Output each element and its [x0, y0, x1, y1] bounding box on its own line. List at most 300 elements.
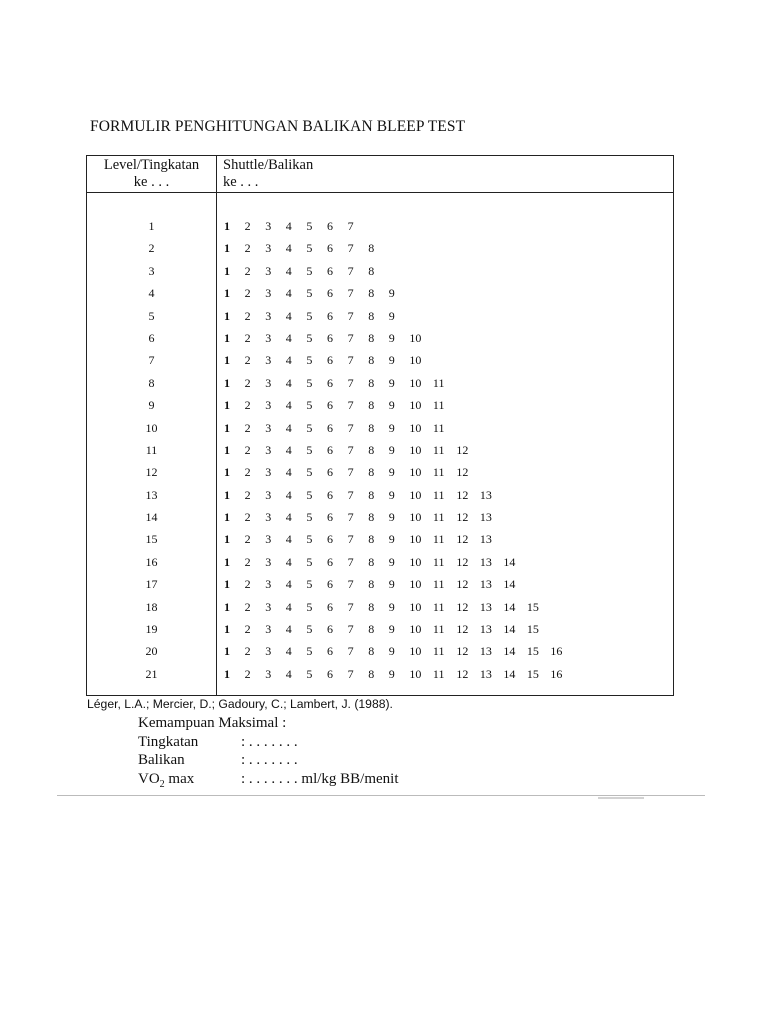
shuttle-number: 6: [327, 330, 333, 345]
shuttle-number: 7: [347, 241, 354, 256]
table-row: [87, 349, 673, 371]
level-number: 17: [145, 577, 158, 592]
balikan-line: [138, 751, 298, 770]
shuttle-number: 1: [224, 487, 230, 502]
shuttle-number: 15: [526, 622, 539, 637]
shuttle-number: 5: [306, 487, 313, 502]
shuttle-number: 16: [550, 644, 563, 659]
shuttle-number: 6: [327, 532, 333, 547]
shuttle-number: 6: [327, 398, 333, 413]
max-ability-heading-line: [138, 714, 286, 733]
shuttle-number: 3: [265, 599, 272, 614]
shuttle-number: 2: [244, 353, 251, 368]
shuttle-number: 9: [388, 353, 395, 368]
shuttle-number: 5: [306, 308, 313, 323]
shuttle-number: 7: [347, 420, 354, 435]
shuttle-number: 3: [265, 219, 272, 233]
shuttle-number: 1: [224, 622, 230, 637]
shuttle-number: 1: [224, 330, 230, 345]
shuttle-number: 10: [409, 420, 422, 435]
shuttle-number: 5: [306, 577, 313, 592]
shuttle-number: 1: [224, 241, 230, 256]
shuttle-number: 3: [265, 465, 272, 480]
shuttle-number: 3: [265, 644, 272, 659]
shuttle-number: 12: [456, 622, 469, 637]
shuttle-number: 7: [347, 353, 354, 368]
shuttle-number: 6: [327, 375, 333, 390]
shuttle-number: 2: [244, 330, 251, 345]
shuttle-number: 6: [327, 644, 333, 659]
shuttle-number: 5: [306, 420, 313, 435]
shuttle-number: 9: [388, 510, 395, 525]
form-title: FORMULIR PENGHITUNGAN BALIKAN BLEEP TEST: [90, 118, 466, 135]
tingkatan-line: [138, 733, 298, 752]
shuttle-number: 5: [306, 666, 313, 681]
shuttle-number: 9: [388, 286, 395, 301]
table-row: [87, 528, 673, 550]
table-row: [87, 573, 673, 595]
shuttle-number: 16: [550, 666, 563, 681]
shuttle-number: 8: [368, 465, 375, 480]
shuttle-number: 3: [265, 263, 272, 278]
level-number: 9: [148, 398, 155, 413]
shuttle-number: 4: [285, 442, 292, 457]
shuttle-number: 6: [327, 286, 333, 301]
shuttle-number: 7: [347, 286, 354, 301]
shuttle-number: 1: [224, 599, 230, 614]
shuttle-number: 5: [306, 532, 313, 547]
shuttle-number: 2: [244, 286, 251, 301]
shuttle-number: 5: [306, 286, 313, 301]
shuttle-number: 3: [265, 442, 272, 457]
vo2max-label: [138, 770, 194, 795]
shuttle-number: 9: [388, 308, 395, 323]
shuttle-number: 6: [327, 219, 333, 233]
shuttle-number: 9: [388, 532, 395, 547]
shuttle-number: 10: [409, 532, 422, 547]
shuttle-number: 4: [285, 577, 292, 592]
level-number: 21: [145, 666, 158, 681]
shuttle-number: 11: [432, 577, 445, 592]
shuttle-number: 8: [368, 398, 375, 413]
shuttle-number: 9: [388, 577, 395, 592]
shuttle-number: 13: [479, 577, 492, 592]
shuttle-number: 2: [244, 241, 251, 256]
shuttle-number: 1: [224, 442, 230, 457]
shuttle-number: 7: [347, 442, 354, 457]
shuttle-number: 2: [244, 510, 251, 525]
shuttle-number: 9: [388, 487, 395, 502]
shuttle-number: 7: [347, 644, 354, 659]
shuttle-number: 8: [368, 375, 375, 390]
shuttle-number: 1: [224, 465, 230, 480]
shuttle-number: 2: [244, 398, 251, 413]
shuttle-number: 1: [224, 532, 230, 547]
shuttle-number: 14: [503, 554, 516, 569]
shuttle-number: 11: [432, 532, 445, 547]
level-number: 3: [148, 263, 155, 278]
level-number: 7: [148, 353, 155, 368]
level-number: 8: [148, 375, 155, 390]
level-number: 6: [148, 330, 155, 345]
page-divider-mark: [598, 797, 644, 799]
shuttle-number: 2: [244, 554, 251, 569]
shuttle-number: 5: [306, 644, 313, 659]
shuttle-number: 9: [388, 599, 395, 614]
shuttle-number: 3: [265, 622, 272, 637]
max-ability-section: [138, 714, 399, 790]
shuttle-number: 1: [224, 577, 230, 592]
shuttle-number: 8: [368, 510, 375, 525]
shuttle-number: 7: [347, 532, 354, 547]
shuttle-number: 9: [388, 465, 395, 480]
shuttle-number: 5: [306, 241, 313, 256]
shuttle-number: 4: [285, 487, 292, 502]
shuttle-number: 1: [224, 263, 230, 278]
shuttle-number: 1: [224, 308, 230, 323]
vo2max-line: [138, 770, 399, 790]
shuttle-number: 10: [409, 398, 422, 413]
shuttle-number: 6: [327, 442, 333, 457]
shuttle-number: 11: [432, 599, 445, 614]
shuttle-number: 9: [388, 644, 395, 659]
shuttle-number: 9: [388, 420, 395, 435]
shuttle-number: 8: [368, 263, 375, 278]
shuttle-number: 10: [409, 644, 422, 659]
shuttle-number: 8: [368, 487, 375, 502]
shuttle-number: 11: [432, 442, 445, 457]
tingkatan-label: Tingkatan: [138, 733, 199, 750]
shuttle-number: 11: [432, 465, 445, 480]
shuttle-number: 5: [306, 219, 313, 233]
level-number: 12: [145, 465, 158, 480]
shuttle-number: 8: [368, 308, 375, 323]
shuttle-number: 10: [409, 577, 422, 592]
shuttle-number: 4: [285, 666, 292, 681]
shuttle-number: 11: [432, 375, 445, 390]
vo2max-blank: : . . . . . . . ml/kg BB/menit: [241, 770, 399, 787]
shuttle-number: 5: [306, 510, 313, 525]
shuttle-number: 4: [285, 308, 292, 323]
level-column-header: [87, 157, 216, 191]
balikan-blank: : . . . . . . .: [241, 752, 298, 768]
shuttle-number: 2: [244, 442, 251, 457]
balikan-label: Balikan: [138, 752, 185, 768]
shuttle-number: 10: [409, 442, 422, 457]
table-row: [87, 551, 673, 573]
shuttle-number: 14: [503, 599, 516, 614]
shuttle-number: 8: [368, 330, 375, 345]
shuttle-number: 1: [224, 398, 230, 413]
shuttle-number: 1: [224, 353, 230, 368]
shuttle-number: 13: [479, 666, 492, 681]
level-number: 15: [145, 532, 158, 547]
shuttle-number: 7: [347, 554, 354, 569]
shuttle-number: 9: [388, 666, 395, 681]
table-row: [87, 237, 673, 259]
shuttle-number: 7: [347, 487, 354, 502]
shuttle-number: 3: [265, 577, 272, 592]
shuttle-number: 9: [388, 622, 395, 637]
shuttle-number: 7: [347, 599, 354, 614]
shuttle-number: 10: [409, 353, 422, 368]
shuttle-number: 4: [285, 398, 292, 413]
shuttle-number: 10: [409, 465, 422, 480]
shuttle-number: 6: [327, 353, 333, 368]
shuttle-number: 6: [327, 554, 333, 569]
shuttle-number: 8: [368, 241, 375, 256]
shuttle-number: 12: [456, 577, 469, 592]
shuttle-number: 5: [306, 465, 313, 480]
shuttle-number: 7: [347, 622, 354, 637]
shuttle-number: 6: [327, 577, 333, 592]
shuttle-number: 5: [306, 554, 313, 569]
shuttle-number: 3: [265, 554, 272, 569]
vo2-subscript: 2: [159, 778, 165, 790]
shuttle-number: 1: [224, 554, 230, 569]
shuttle-number: 7: [347, 375, 354, 390]
shuttle-number: 2: [244, 219, 251, 233]
shuttle-number: 12: [456, 599, 469, 614]
shuttle-header-line-2: ke . . .: [223, 174, 259, 190]
shuttle-number: 8: [368, 286, 375, 301]
table-row: [87, 484, 673, 506]
level-number: 11: [145, 442, 158, 457]
shuttle-number: 9: [388, 375, 395, 390]
shuttle-number: 3: [265, 353, 272, 368]
shuttle-number: 2: [244, 465, 251, 480]
shuttle-number: 6: [327, 308, 333, 323]
shuttle-number: 4: [285, 622, 292, 637]
shuttle-number: 3: [265, 398, 272, 413]
shuttle-number: 3: [265, 375, 272, 390]
shuttle-number: 12: [456, 465, 469, 480]
shuttle-number: 4: [285, 599, 292, 614]
shuttle-number: 1: [224, 219, 230, 233]
level-number: 19: [145, 622, 158, 637]
level-header-line-1: Level/Tingkatan: [103, 157, 200, 173]
shuttle-number: 1: [224, 286, 230, 301]
shuttle-number: 5: [306, 263, 313, 278]
shuttle-number: 12: [456, 442, 469, 457]
shuttle-number: 13: [479, 532, 492, 547]
shuttle-number: 7: [347, 398, 354, 413]
table-row: [87, 506, 673, 528]
shuttle-number: 15: [526, 644, 539, 659]
shuttle-number: 12: [456, 666, 469, 681]
shuttle-number: 2: [244, 420, 251, 435]
shuttle-number: 5: [306, 442, 313, 457]
tingkatan-blank: : . . . . . . .: [241, 733, 298, 750]
level-number: 4: [148, 286, 155, 301]
shuttle-number: 13: [479, 644, 492, 659]
shuttle-number: 8: [368, 554, 375, 569]
level-header-line-2: ke . . .: [133, 174, 170, 190]
shuttle-number: 4: [285, 375, 292, 390]
table-row: [87, 596, 673, 618]
shuttle-number: 15: [526, 599, 539, 614]
shuttle-number: 4: [285, 263, 292, 278]
vo2-text: VO: [138, 770, 160, 787]
shuttle-number: 6: [327, 666, 333, 681]
level-number: 13: [145, 487, 158, 502]
shuttle-number: 7: [347, 263, 354, 278]
shuttle-number: 5: [306, 375, 313, 390]
shuttle-number: 10: [409, 375, 422, 390]
shuttle-number: 14: [503, 644, 516, 659]
citation: Léger, L.A.; Mercier, D.; Gadoury, C.; Lambert, J. (1988).: [87, 697, 393, 711]
shuttle-number: 2: [244, 577, 251, 592]
shuttle-number: 10: [409, 510, 422, 525]
shuttle-number: 6: [327, 465, 333, 480]
level-number: 14: [145, 510, 158, 525]
shuttle-number: 11: [432, 622, 445, 637]
shuttle-number: 5: [306, 398, 313, 413]
shuttle-number: 1: [224, 375, 230, 390]
shuttle-number: 3: [265, 420, 272, 435]
table-row: [87, 461, 673, 483]
table-row: [87, 663, 673, 685]
shuttle-header-line-1: Shuttle/Balikan: [223, 157, 314, 173]
shuttle-number: 3: [265, 510, 272, 525]
table-row: [87, 372, 673, 394]
shuttle-number: 4: [285, 241, 292, 256]
shuttle-number: 7: [347, 308, 354, 323]
shuttle-number: 11: [432, 666, 445, 681]
shuttle-number: 12: [456, 532, 469, 547]
shuttle-number: 12: [456, 510, 469, 525]
shuttle-number: 1: [224, 666, 230, 681]
shuttle-number: 14: [503, 666, 516, 681]
table-row: [87, 417, 673, 439]
shuttle-number: 11: [432, 554, 445, 569]
shuttle-number: 7: [347, 330, 354, 345]
shuttle-number: 13: [479, 510, 492, 525]
shuttle-number: 8: [368, 622, 375, 637]
shuttle-number: 6: [327, 622, 333, 637]
shuttle-number: 2: [244, 532, 251, 547]
shuttle-number: 11: [432, 398, 445, 413]
shuttle-number: 1: [224, 420, 230, 435]
shuttle-number: 8: [368, 420, 375, 435]
max-text: max: [164, 770, 195, 787]
shuttle-number: 3: [265, 308, 272, 323]
shuttle-number: 7: [347, 219, 354, 233]
shuttle-number: 6: [327, 241, 333, 256]
shuttle-number: 4: [285, 330, 292, 345]
shuttle-number: 5: [306, 353, 313, 368]
shuttle-number: 7: [347, 465, 354, 480]
shuttle-number: 10: [409, 487, 422, 502]
max-ability-heading: Kemampuan Maksimal :: [138, 715, 287, 731]
shuttle-number: 2: [244, 599, 251, 614]
table-row: [87, 260, 673, 282]
shuttle-number: 15: [526, 666, 539, 681]
shuttle-count-table: [86, 155, 674, 696]
shuttle-number: 1: [224, 510, 230, 525]
shuttle-number: 8: [368, 442, 375, 457]
level-number: 2: [148, 241, 155, 256]
shuttle-number: 6: [327, 487, 333, 502]
shuttle-number: 4: [285, 286, 292, 301]
level-number: 10: [145, 420, 158, 435]
shuttle-number: 11: [432, 644, 445, 659]
shuttle-number: 10: [409, 330, 422, 345]
table-row: [87, 282, 673, 304]
shuttle-number: 3: [265, 487, 272, 502]
shuttle-number: 2: [244, 375, 251, 390]
shuttle-number: 11: [432, 487, 445, 502]
shuttle-number: 6: [327, 263, 333, 278]
shuttle-number: 13: [479, 554, 492, 569]
shuttle-number: 7: [347, 510, 354, 525]
shuttle-number: 8: [368, 353, 375, 368]
shuttle-number: 2: [244, 622, 251, 637]
shuttle-number: 2: [244, 666, 251, 681]
shuttle-number: 8: [368, 577, 375, 592]
shuttle-number: 10: [409, 622, 422, 637]
shuttle-number: 4: [285, 353, 292, 368]
table-row: [87, 327, 673, 349]
shuttle-number: 13: [479, 622, 492, 637]
shuttle-number: 12: [456, 554, 469, 569]
shuttle-number: 6: [327, 420, 333, 435]
level-number: 20: [145, 644, 158, 659]
shuttle-number: 7: [347, 666, 354, 681]
page-divider-line: [57, 795, 705, 796]
shuttle-number: 11: [432, 510, 445, 525]
shuttle-number: 4: [285, 420, 292, 435]
shuttle-number: 7: [347, 577, 354, 592]
shuttle-number: 10: [409, 599, 422, 614]
shuttle-number: 10: [409, 554, 422, 569]
shuttle-number: 2: [244, 308, 251, 323]
shuttle-number: 14: [503, 577, 516, 592]
shuttle-number: 1: [224, 644, 230, 659]
shuttle-number: 12: [456, 644, 469, 659]
shuttle-number: 2: [244, 263, 251, 278]
shuttle-number: 13: [479, 599, 492, 614]
shuttle-number: 4: [285, 510, 292, 525]
shuttle-number: 8: [368, 532, 375, 547]
shuttle-number: 4: [285, 219, 292, 233]
shuttle-number: 2: [244, 487, 251, 502]
shuttle-number: 4: [285, 554, 292, 569]
shuttle-number: 9: [388, 554, 395, 569]
table-row: [87, 640, 673, 662]
shuttle-number: 14: [503, 622, 516, 637]
table-row: [87, 394, 673, 416]
shuttle-number: 3: [265, 666, 272, 681]
shuttle-number: 9: [388, 442, 395, 457]
shuttle-number: 13: [479, 487, 492, 502]
table-row: [87, 439, 673, 461]
shuttle-number: 11: [432, 420, 445, 435]
shuttle-number: 3: [265, 330, 272, 345]
shuttle-number: 6: [327, 510, 333, 525]
shuttle-number: 4: [285, 532, 292, 547]
shuttle-number: 8: [368, 599, 375, 614]
shuttle-number: 8: [368, 666, 375, 681]
table-body: [87, 215, 673, 685]
shuttle-number: 5: [306, 599, 313, 614]
shuttle-number: 9: [388, 398, 395, 413]
shuttle-number: 4: [285, 644, 292, 659]
shuttle-number: 8: [368, 644, 375, 659]
shuttle-number: 5: [306, 622, 313, 637]
shuttle-number: 6: [327, 599, 333, 614]
table-row: [87, 215, 673, 237]
